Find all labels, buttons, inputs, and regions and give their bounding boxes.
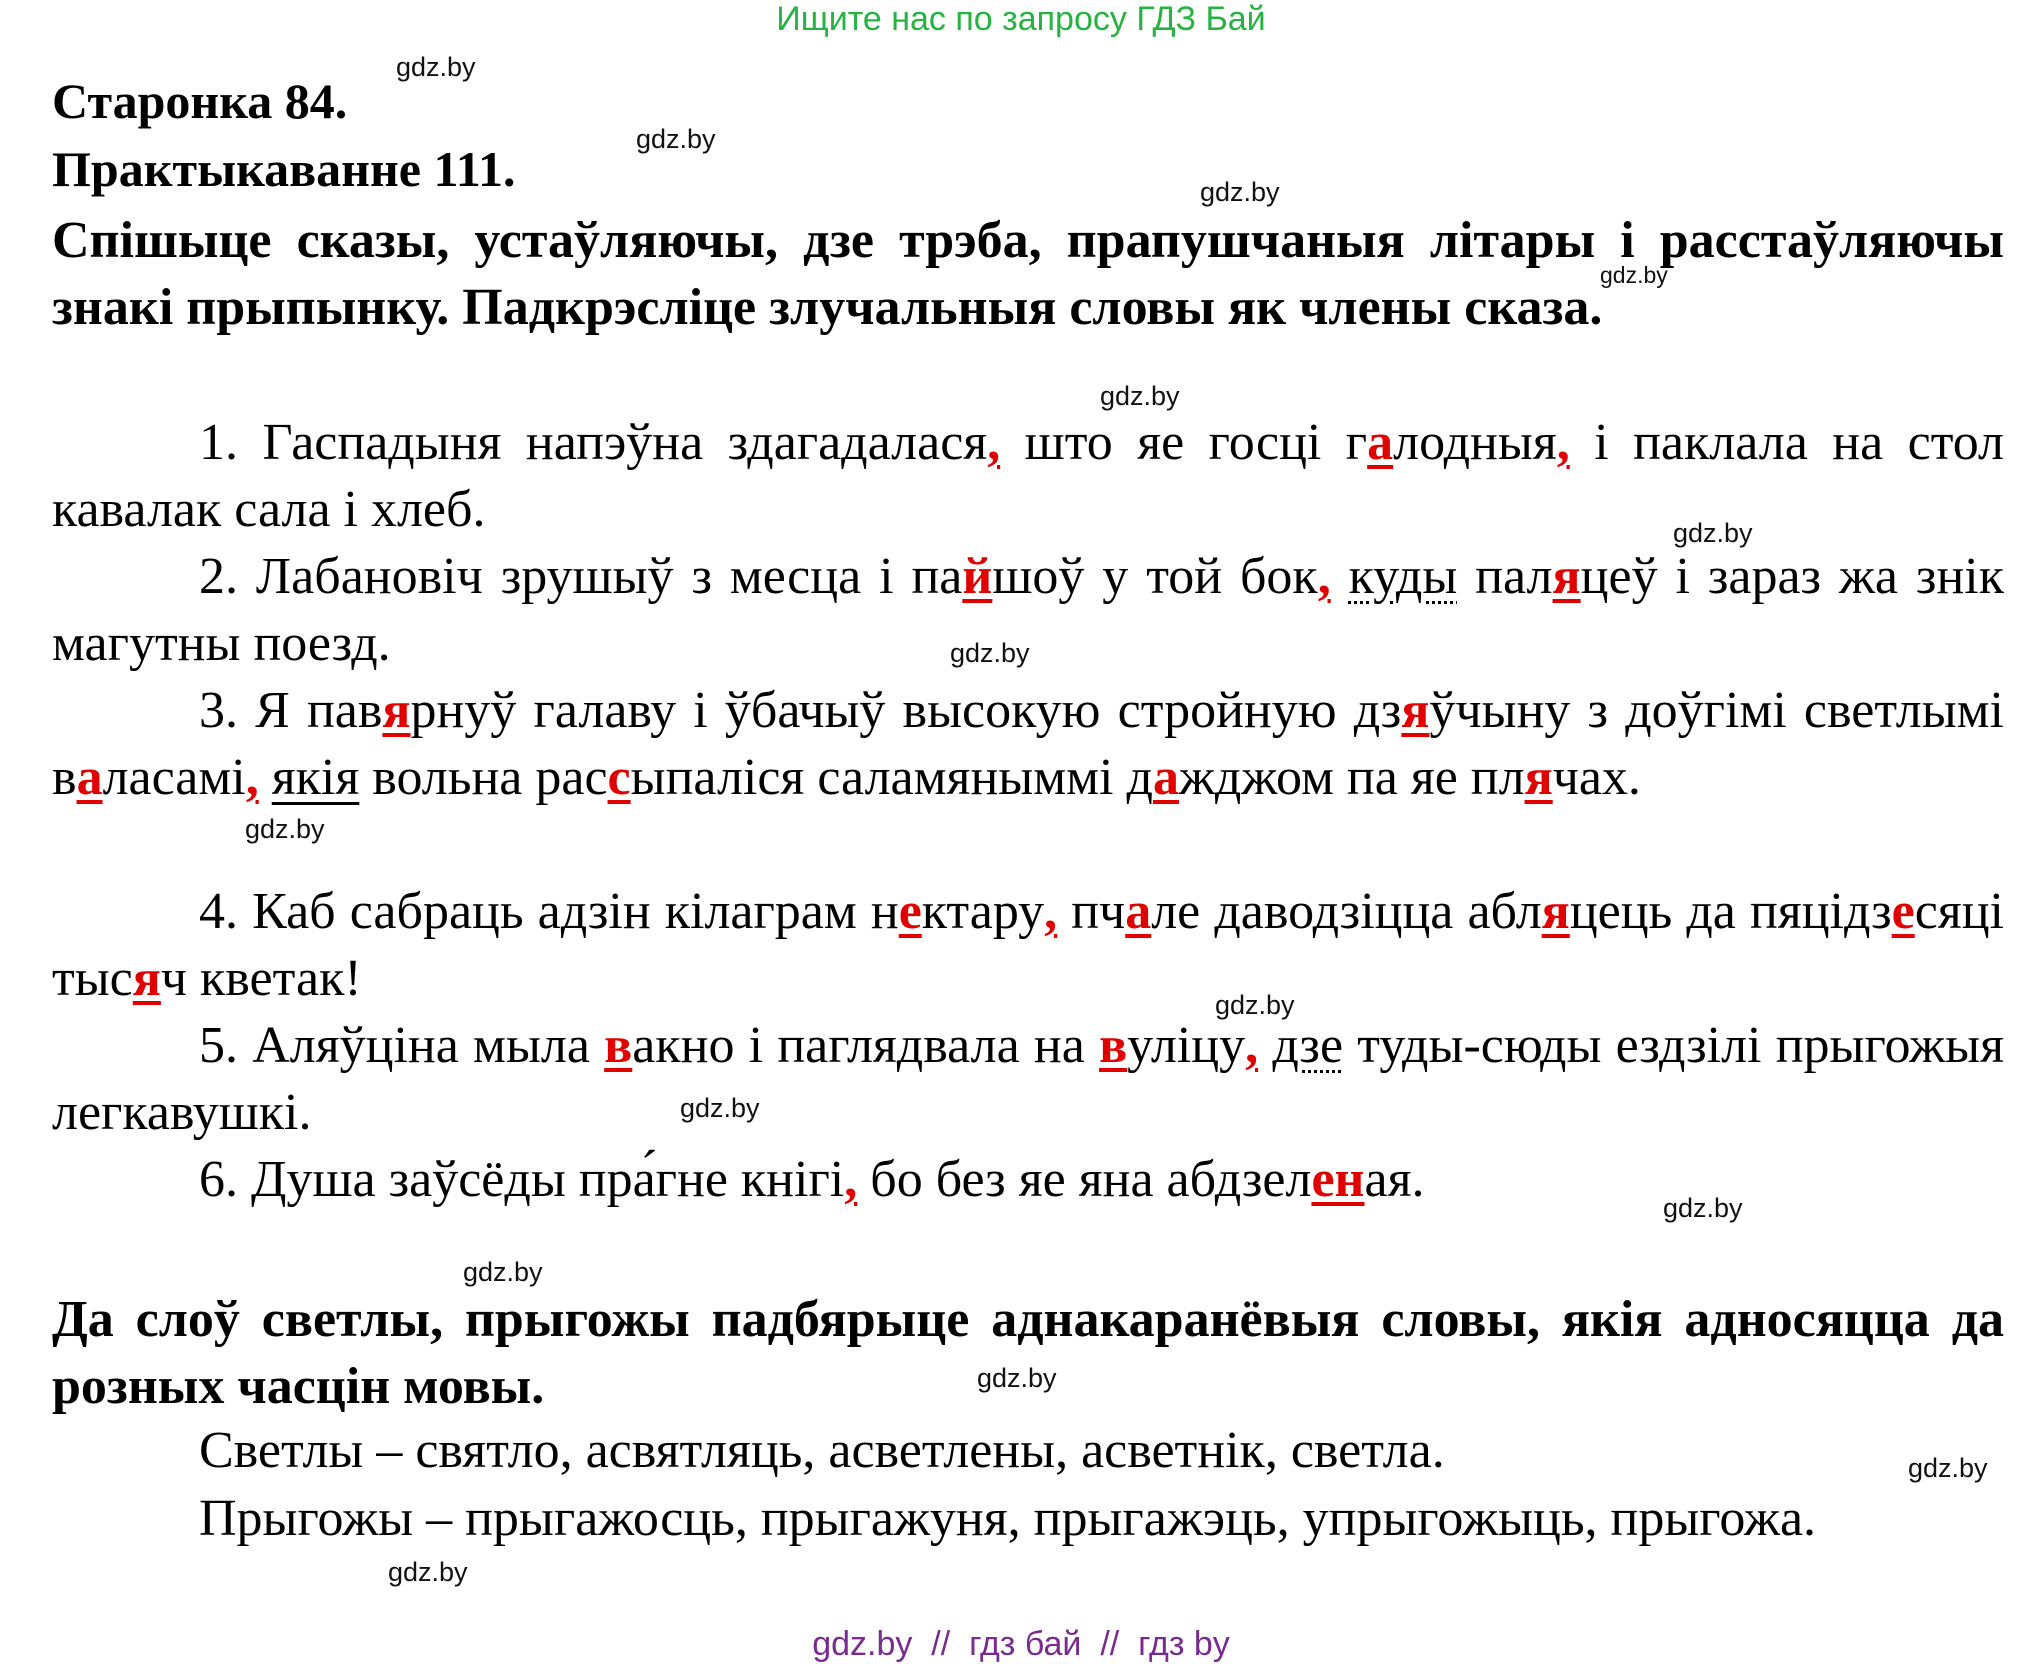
inserted-mark: ,: [1317, 548, 1331, 605]
sentence-text: пч: [1057, 883, 1126, 940]
watermark: gdz.by: [1663, 1193, 1743, 1223]
sentence-text: лодныя: [1393, 414, 1557, 471]
task-instruction-1: Спішыце сказы, устаўляючы, дзе трэба, прапушчаныя літары і расстаўляючы знакі прыпынку. Падкрэсліце злучальныя словы як члены сказа.: [52, 212, 2004, 336]
watermark: gdz.by: [680, 1093, 760, 1123]
inserted-mark: а: [1125, 883, 1152, 940]
sentence-text: пал: [1457, 548, 1553, 605]
inserted-mark: я: [1552, 548, 1581, 605]
watermark: gdz.by: [1673, 518, 1753, 548]
sentence-3: [52, 677, 2004, 811]
inserted-mark: я: [382, 682, 411, 739]
inserted-mark: в: [604, 1017, 633, 1074]
sentence-text: шоў у той бок: [992, 548, 1318, 605]
watermark: gdz.by: [1215, 990, 1295, 1020]
sentence-text: 6. Душа заўсёды пра́гне кнігі: [199, 1151, 845, 1208]
sentence-text: 3. Я пав: [199, 682, 383, 739]
sentence-text: ўчыну з доўгімі светлымі в: [52, 682, 2004, 806]
watermark: gdz.by: [950, 638, 1030, 668]
sentence-4: [52, 878, 2004, 1012]
sentence-text: туды-сюды ездзілі прыгожыя легкавушкі.: [52, 1017, 2004, 1141]
watermark: gdz.by: [977, 1363, 1057, 1393]
sentence-text: што яе госці г: [1000, 414, 1368, 471]
inserted-mark: я: [1524, 749, 1553, 806]
footer-links: gdz.by // гдз бай // гдз by: [812, 1625, 1230, 1663]
inserted-mark: ,: [844, 1151, 858, 1208]
inserted-mark: а: [1152, 749, 1179, 806]
watermark: gdz.by: [463, 1257, 543, 1287]
inserted-mark: а: [1367, 414, 1394, 471]
sentence-text: [1258, 1017, 1272, 1074]
inserted-mark: я: [1401, 682, 1430, 739]
page-heading: Старонка 84.: [52, 73, 348, 129]
sentence-text: сяці тыс: [52, 883, 2004, 1007]
watermark: gdz.by: [1600, 262, 1668, 288]
inserted-mark: ,: [1245, 1017, 1259, 1074]
inserted-mark: ,: [1556, 414, 1570, 471]
sentence-text: бо без яе яна абдзел: [857, 1151, 1312, 1208]
inserted-mark: ,: [987, 414, 1001, 471]
sentence-text: ласамі: [102, 749, 246, 806]
answer-line-1: Светлы – святло, асвятляць, асветлены, асветнік, светла.: [199, 1422, 1445, 1479]
inserted-mark: я: [1541, 883, 1570, 940]
answer-line-2: Прыгожы – прыгажосць, прыгажуня, прыгажэць, упрыгожыць, прыгожа.: [199, 1490, 1817, 1547]
sentence-text: 1. Гаспадыня напэўна здагадалася: [199, 414, 988, 471]
inserted-mark: е: [898, 883, 922, 940]
sentence-text: жджом па яе пл: [1178, 749, 1525, 806]
sentence-text: рнуў галаву і ўбачыў высокую стройную дз: [410, 682, 1402, 739]
task-instruction-2: Да слоў светлы, прыгожы падбярыце аднакаранёвыя словы, якія адносяцца да розных часцін мовы.: [52, 1291, 2004, 1415]
watermark: gdz.by: [388, 1557, 468, 1587]
watermark: gdz.by: [636, 124, 716, 154]
inserted-mark: ,: [245, 749, 259, 806]
sentence-text: [1331, 548, 1349, 605]
sentence-text: цеў і зараз жа знік магутны поезд.: [52, 548, 2004, 672]
sentence-text: акно і паглядвала на: [632, 1017, 1100, 1074]
top-banner: Ищите нас по запросу ГДЗ Бай: [776, 0, 1266, 38]
inserted-mark: ен: [1311, 1151, 1365, 1208]
sentence-text: ыпаліся саламяныммі д: [630, 749, 1153, 806]
inserted-mark: в: [1099, 1017, 1128, 1074]
sentence-text: вольна рас: [359, 749, 608, 806]
sentence-text: уліцу: [1127, 1017, 1246, 1074]
inserted-mark: с: [607, 749, 631, 806]
sentence-text: 4. Каб сабраць адзін кілаграм н: [199, 883, 899, 940]
underlined-conjunctive-word: куды: [1348, 548, 1458, 605]
sentence-text: і паклала на стол кавалак сала і хлеб.: [52, 414, 2004, 538]
sentence-text: цець да пяцідз: [1569, 883, 1892, 940]
inserted-mark: ,: [1044, 883, 1058, 940]
watermark: gdz.by: [396, 52, 476, 82]
exercise-heading: Практыкаванне 111.: [52, 141, 516, 197]
inserted-mark: а: [76, 749, 103, 806]
sentence-text: [259, 749, 272, 806]
sentence-text: 2. Лабановіч зрушыў з месца і па: [199, 548, 963, 605]
underlined-conjunctive-word: якія: [271, 749, 360, 806]
underlined-conjunctive-word: дзе: [1272, 1017, 1344, 1074]
watermark: gdz.by: [245, 814, 325, 844]
sentence-text: 5. Аляўціна мыла: [199, 1017, 605, 1074]
sentence-text: чах.: [1552, 749, 1641, 806]
sentence-text: ч кветак!: [160, 950, 362, 1007]
watermark: gdz.by: [1908, 1453, 1988, 1483]
watermark: gdz.by: [1100, 381, 1180, 411]
inserted-mark: е: [1891, 883, 1915, 940]
sentence-text: ле даводзіцца абл: [1151, 883, 1542, 940]
inserted-mark: й: [962, 548, 993, 605]
watermark: gdz.by: [1200, 177, 1280, 207]
sentence-text: ая.: [1364, 1151, 1425, 1208]
sentence-5: [52, 1012, 2004, 1146]
inserted-mark: я: [132, 950, 161, 1007]
sentence-text: ктару: [921, 883, 1045, 940]
